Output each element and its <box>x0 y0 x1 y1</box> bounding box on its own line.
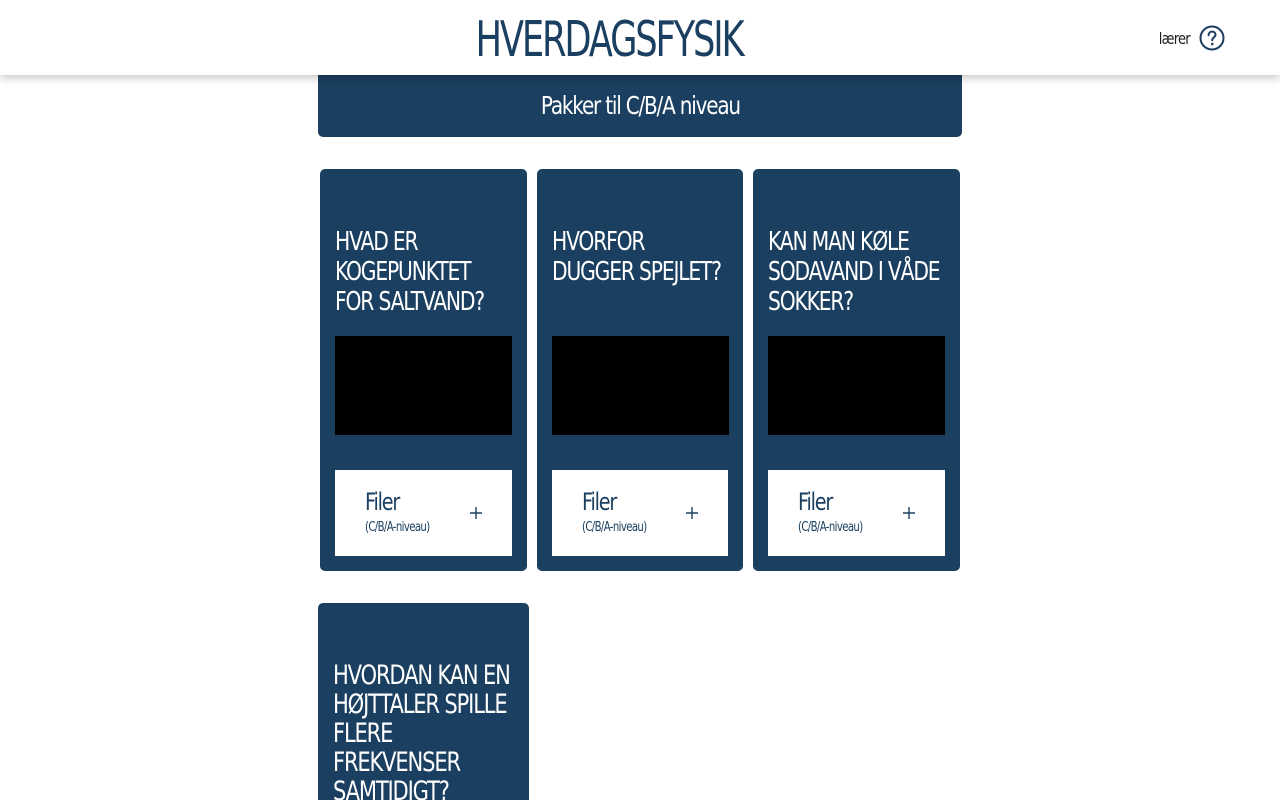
top-bar <box>0 0 1280 75</box>
files-accordion[interactable] <box>335 470 512 556</box>
card-title: KAN MAN KØLE SODAVAND I VÅDE SOKKER? <box>768 227 940 317</box>
plus-icon[interactable] <box>902 506 916 520</box>
card-title: HVORDAN KAN EN HØJTTALER SPILLE FLERE FREKVENSER SAMTIDIGT? <box>333 660 510 807</box>
teacher-label[interactable]: lærer <box>1158 28 1190 48</box>
files-label: Filer <box>798 488 833 516</box>
files-level-note: (C/B/A-niveau) <box>798 520 863 535</box>
banner-label: Pakker til C/B/A niveau <box>540 91 740 120</box>
topic-card <box>537 169 743 571</box>
video-player[interactable] <box>552 336 729 435</box>
files-label: Filer <box>582 488 617 516</box>
question-circle-icon[interactable] <box>1199 25 1225 51</box>
files-accordion[interactable] <box>768 470 945 556</box>
card-title: HVORFOR DUGGER SPEJLET? <box>552 227 721 287</box>
topic-card <box>753 169 960 571</box>
level-packages-banner[interactable] <box>318 75 962 137</box>
video-player[interactable] <box>768 336 945 435</box>
teacher-help-link[interactable] <box>1152 23 1225 53</box>
files-level-note: (C/B/A-niveau) <box>365 520 430 535</box>
files-level-note: (C/B/A-niveau) <box>582 520 647 535</box>
files-accordion[interactable] <box>552 470 728 556</box>
site-title[interactable]: HVERDAGSFYSIK <box>475 11 743 68</box>
plus-icon[interactable] <box>685 506 699 520</box>
video-player[interactable] <box>335 336 512 435</box>
topic-card <box>320 169 527 571</box>
card-title: HVAD ER KOGEPUNKTET FOR SALTVAND? <box>335 227 484 317</box>
files-label: Filer <box>365 488 400 516</box>
plus-icon[interactable] <box>469 506 483 520</box>
topic-card <box>318 603 529 807</box>
